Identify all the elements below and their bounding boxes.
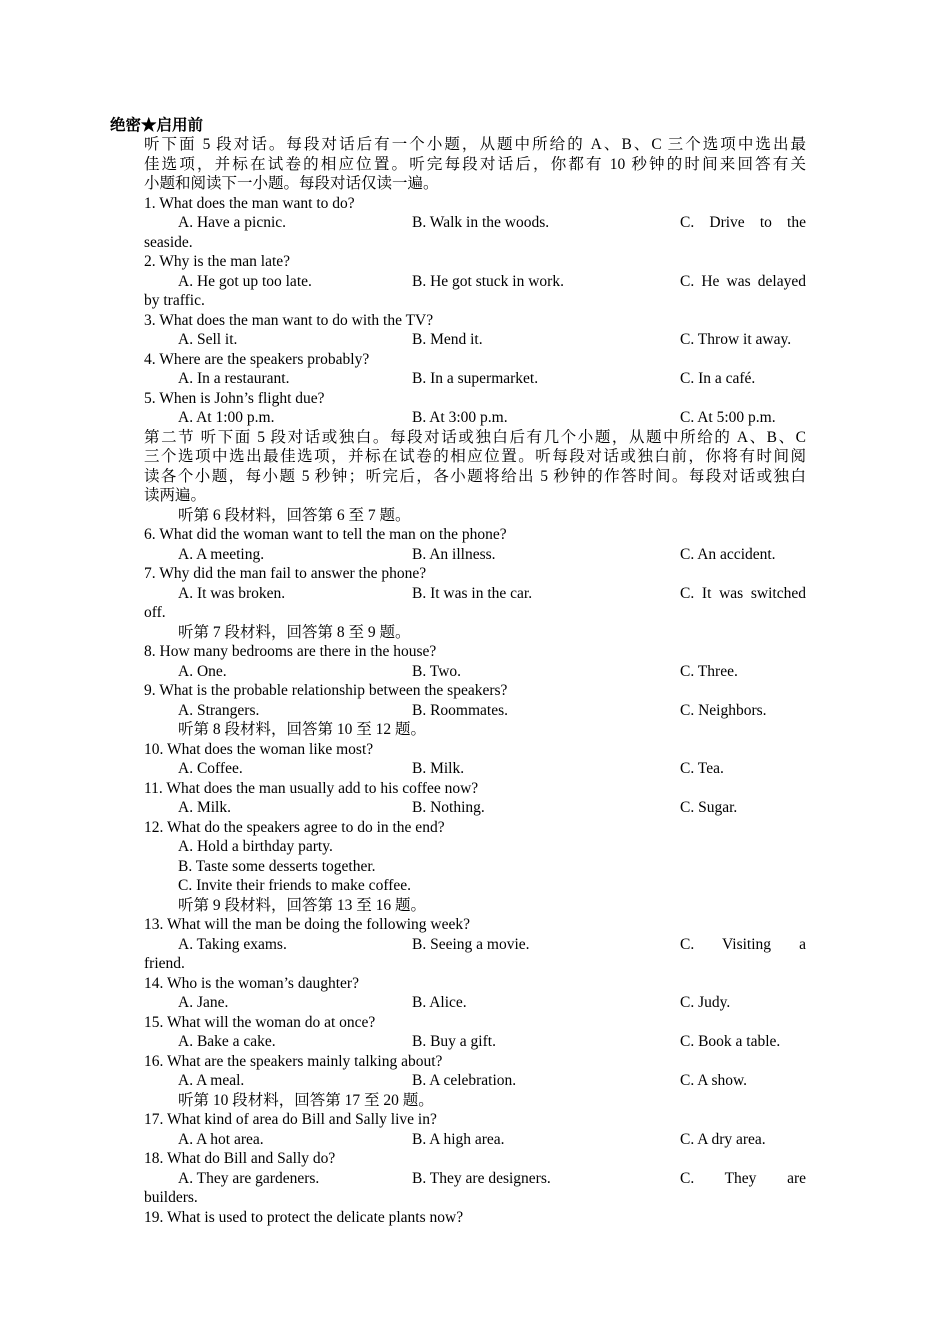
question-16: 16. What are the speakers mainly talking about? <box>144 1052 443 1070</box>
option-c: C. Drive to the <box>680 214 806 231</box>
option-c-continuation: by traffic. <box>144 292 205 309</box>
options-row <box>144 330 806 350</box>
question-14: 14. Who is the woman’s daughter? <box>144 974 359 992</box>
options-row <box>144 1130 806 1150</box>
option-a: A. One. <box>178 662 227 680</box>
options-row <box>144 935 806 955</box>
options-row <box>144 701 806 721</box>
option-c: C. Book a table. <box>680 1033 781 1050</box>
option-b: B. Walk in the woods. <box>412 214 550 231</box>
option-b: B. Buy a gift. <box>412 1033 496 1050</box>
material-heading: 听第 7 段材料，回答第 8 至 9 题。 <box>178 623 411 641</box>
options-row <box>144 584 806 604</box>
question-6: 6. What did the woman want to tell the man on the phone? <box>144 526 507 543</box>
listening-section <box>144 135 806 1227</box>
question-19: 19. What is used to protect the delicate plants now? <box>144 1208 464 1226</box>
option-b: B. At 3:00 p.m. <box>412 409 508 426</box>
option-a: A. At 1:00 p.m. <box>178 409 275 426</box>
question-11: 11. What does the man usually add to his coffee now? <box>144 779 479 797</box>
question-13: 13. What will the man be doing the following week? <box>144 916 470 933</box>
option-b: B. In a supermarket. <box>412 370 539 387</box>
option-a: A. Sell it. <box>178 331 238 348</box>
question-18: 18. What do Bill and Sally do? <box>144 1150 336 1167</box>
section2-instruction-line: 三个选项中选出最佳选项，并标在试卷的相应位置。听每段对话或独白前，你将有时间阅 <box>144 448 806 465</box>
question-1: 1. What does the man want to do? <box>144 194 355 212</box>
option-c-continuation: builders. <box>144 1189 198 1206</box>
option-c: C. In a café. <box>680 370 756 387</box>
option-b: B. He got stuck in work. <box>412 272 564 290</box>
option-b: B. Nothing. <box>412 799 485 816</box>
option-c-continuation: seaside. <box>144 233 193 251</box>
option-a: A. They are gardeners. <box>178 1169 320 1187</box>
option-a: A. Bake a cake. <box>178 1033 276 1050</box>
option-a: A. It was broken. <box>178 584 286 602</box>
option-c: C. Sugar. <box>680 799 738 816</box>
option-b: B. Mend it. <box>412 331 483 348</box>
options-row <box>144 369 806 389</box>
option-c-continuation: off. <box>144 604 166 621</box>
question-10: 10. What does the woman like most? <box>144 740 374 758</box>
option-c: C. Three. <box>680 662 738 680</box>
material-heading: 听第 6 段材料，回答第 6 至 7 题。 <box>178 506 411 524</box>
option-a: A. A meeting. <box>178 545 265 563</box>
section1-instruction-line: 佳选项，并标在试卷的相应位置。听完每段对话后，你都有 10 秒钟的时间来回答有关 <box>144 155 806 173</box>
option-c: C. They are <box>680 1169 806 1187</box>
option-b: B. Roommates. <box>412 701 509 719</box>
option-a: A. A hot area. <box>178 1130 264 1148</box>
option-b: B. Seeing a movie. <box>412 935 530 953</box>
option-b: B. Two. <box>412 662 462 680</box>
question-12: 12. What do the speakers agree to do in the end? <box>144 818 445 836</box>
option-a: A. Have a picnic. <box>178 214 287 231</box>
option-b: B. Milk. <box>412 760 465 777</box>
option-c-continuation: friend. <box>144 955 185 972</box>
section2-instruction-line: 读两遍。 <box>144 487 207 504</box>
options-row <box>144 1071 806 1091</box>
option-a: A. In a restaurant. <box>178 370 290 387</box>
question-15: 15. What will the woman do at once? <box>144 1013 376 1031</box>
options-row <box>144 759 806 779</box>
option-c: C. A show. <box>680 1072 748 1089</box>
option-a: A. He got up too late. <box>178 272 312 290</box>
material-heading: 听第 8 段材料，回答第 10 至 12 题。 <box>178 721 427 738</box>
option-b: B. It was in the car. <box>412 584 533 602</box>
option-b: B. Taste some desserts together. <box>178 857 376 875</box>
options-row <box>144 662 806 682</box>
option-c: C. It was switched <box>680 584 806 602</box>
option-c: C. Invite their friends to make coffee. <box>178 877 411 894</box>
question-5: 5. When is John’s flight due? <box>144 389 325 407</box>
option-c: C. Tea. <box>680 760 724 777</box>
section2-instruction-line: 读各个小题，每小题 5 秒钟；听完后，各小题将给出 5 秒钟的作答时间。每段对话或独白 <box>144 467 806 485</box>
question-9: 9. What is the probable relationship between the speakers? <box>144 682 508 699</box>
option-c: C. Judy. <box>680 994 731 1011</box>
option-c: C. He was delayed <box>680 272 806 290</box>
material-heading: 听第 10 段材料，回答第 17 至 20 题。 <box>178 1091 434 1109</box>
options-row <box>144 993 806 1013</box>
secret-label: 绝密★启用前 <box>110 117 204 134</box>
options-row <box>144 213 806 233</box>
option-b: B. An illness. <box>412 545 496 563</box>
option-a: A. A meal. <box>178 1072 245 1089</box>
option-c: C. Neighbors. <box>680 701 767 719</box>
option-c: C. A dry area. <box>680 1130 766 1148</box>
option-a: A. Taking exams. <box>178 935 287 953</box>
section2-instruction-line: 第二节 听下面 5 段对话或独白。每段对话或独白后有几个小题，从题中所给的 A、B、C <box>144 428 806 446</box>
question-2: 2. Why is the man late? <box>144 253 291 270</box>
options-row <box>144 1169 806 1189</box>
option-b: B. They are designers. <box>412 1169 551 1187</box>
option-c: C. An accident. <box>680 545 776 563</box>
option-a: A. Milk. <box>178 799 231 816</box>
option-b: B. A celebration. <box>412 1072 517 1089</box>
option-b: B. A high area. <box>412 1130 505 1148</box>
section1-instruction-line: 听下面 5 段对话。每段对话后有一个小题，从题中所给的 A、B、C 三个选项中选出最 <box>144 136 806 153</box>
options-row <box>144 798 806 818</box>
option-c: C. Throw it away. <box>680 331 792 348</box>
option-a: A. Strangers. <box>178 701 260 719</box>
option-b: B. Alice. <box>412 994 467 1011</box>
option-c: C. Visiting a <box>680 935 806 953</box>
options-row <box>144 272 806 292</box>
question-8: 8. How many bedrooms are there in the house? <box>144 643 437 660</box>
question-4: 4. Where are the speakers probably? <box>144 350 370 368</box>
material-heading: 听第 9 段材料，回答第 13 至 16 题。 <box>178 896 427 914</box>
option-a: A. Hold a birthday party. <box>178 838 333 855</box>
options-row <box>144 408 806 428</box>
section1-instruction-line: 小题和阅读下一小题。每段对话仅读一遍。 <box>144 175 439 192</box>
options-row <box>144 545 806 565</box>
option-a: A. Coffee. <box>178 760 243 777</box>
option-a: A. Jane. <box>178 994 229 1011</box>
question-7: 7. Why did the man fail to answer the phone? <box>144 565 427 582</box>
options-row <box>144 1032 806 1052</box>
question-17: 17. What kind of area do Bill and Sally live in? <box>144 1111 437 1128</box>
question-3: 3. What does the man want to do with the TV? <box>144 311 434 329</box>
option-c: C. At 5:00 p.m. <box>680 409 776 426</box>
